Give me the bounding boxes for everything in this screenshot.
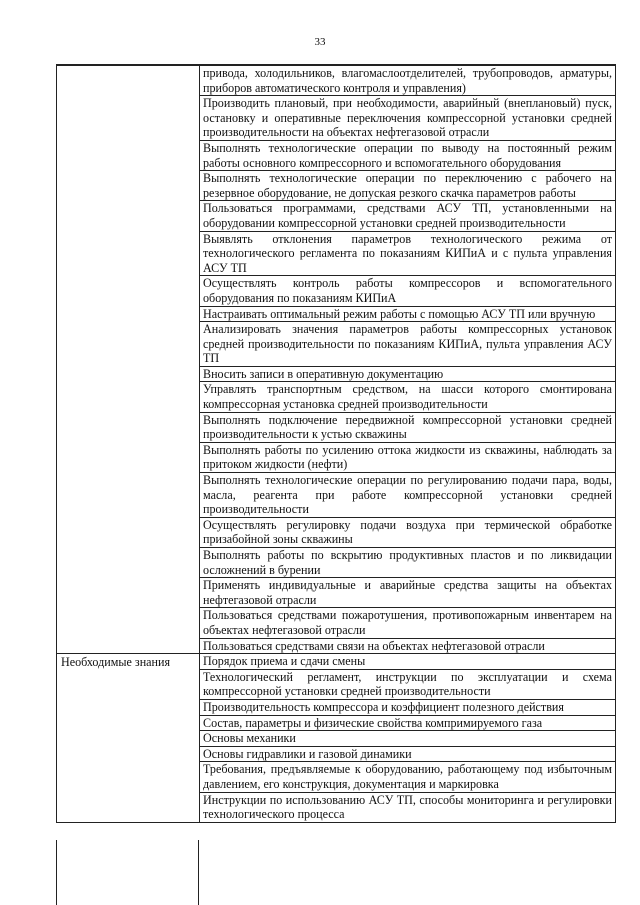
requirement-item: Вносить записи в оперативную документацию xyxy=(200,366,616,382)
section-label: Необходимые знания xyxy=(57,654,200,823)
requirement-item: Технологический регламент, инструкции по эксплуатации и схема компрессорной установки средней производительности xyxy=(200,669,616,699)
requirement-item: Выполнять технологические операции по регулированию подачи пара, воды, масла, реагента при работе компрессорной установки средней производительности xyxy=(200,473,616,518)
table-left-border-extension xyxy=(56,840,57,905)
requirement-item: Состав, параметры и физические свойства компримируемого газа xyxy=(200,715,616,731)
requirement-item: Пользоваться средствами связи на объектах нефтегазовой отрасли xyxy=(200,638,616,654)
requirement-item: Требования, предъявляемые к оборудованию, работающему под избыточным давлением, его конструкция, документация и маркировка xyxy=(200,762,616,792)
requirement-item: Выполнять работы по вскрытию продуктивных пластов и по ликвидации осложнений в бурении xyxy=(200,548,616,578)
requirement-item: Выявлять отклонения параметров технологического режима от технологического регламента по показаниям КИПиА и с пульта управления АСУ ТП xyxy=(200,231,616,276)
requirement-item: Инструкции по использованию АСУ ТП, способы мониторинга и регулировки технологического процесса xyxy=(200,792,616,822)
requirement-item: Порядок приема и сдачи смены xyxy=(200,654,616,670)
requirement-item: Выполнять работы по усилению оттока жидкости из скважины, наблюдать за притоком жидкости (нефти) xyxy=(200,442,616,472)
requirement-item: Настраивать оптимальный режим работы с помощью АСУ ТП или вручную xyxy=(200,306,616,322)
requirements-table xyxy=(56,64,616,823)
table-row xyxy=(57,66,616,96)
requirement-item: Основы гидравлики и газовой динамики xyxy=(200,746,616,762)
table-column-divider-extension xyxy=(198,840,199,905)
table-row xyxy=(57,654,616,670)
table-body xyxy=(57,66,616,823)
requirement-item: Осуществлять контроль работы компрессоров и вспомогательного оборудования по показаниям КИПиА xyxy=(200,276,616,306)
section-label xyxy=(57,66,200,654)
requirement-item: Выполнять технологические операции по выводу на постоянный режим работы основного компрессорного и вспомогательного оборудования xyxy=(200,140,616,170)
requirement-item: привода, холодильников, влагомаслоотделителей, трубопроводов, арматуры, приборов автоматического контроля и управления) xyxy=(200,66,616,96)
requirement-item: Выполнять технологические операции по переключению с рабочего на резервное оборудование, не допуская резкого скачка параметров работы xyxy=(200,171,616,201)
requirement-item: Пользоваться средствами пожаротушения, противопожарным инвентарем на объектах нефтегазовой отрасли xyxy=(200,608,616,638)
requirement-item: Осуществлять регулировку подачи воздуха при термической обработке призабойной зоны скважины xyxy=(200,517,616,547)
page-number: 33 xyxy=(314,36,326,48)
requirement-item: Пользоваться программами, средствами АСУ ТП, установленными на оборудовании компрессорной установки средней производительности xyxy=(200,201,616,231)
requirement-item: Выполнять подключение передвижной компрессорной установки средней производительности к устью скважины xyxy=(200,412,616,442)
requirement-item: Управлять транспортным средством, на шасси которого смонтирована компрессорная установка средней производительности xyxy=(200,382,616,412)
requirement-item: Применять индивидуальные и аварийные средства защиты на объектах нефтегазовой отрасли xyxy=(200,578,616,608)
requirement-item: Основы механики xyxy=(200,731,616,747)
requirement-item: Производительность компрессора и коэффициент полезного действия xyxy=(200,699,616,715)
requirement-item: Производить плановый, при необходимости, аварийный (внеплановый) пуск, остановку и оперативные переключения компрессорной установки средней производительности на объектах нефтегазовой отрасли xyxy=(200,96,616,141)
requirement-item: Анализировать значения параметров работы компрессорных установок средней производительности по показаниям КИПиА, пульта управления АСУ ТП xyxy=(200,322,616,367)
